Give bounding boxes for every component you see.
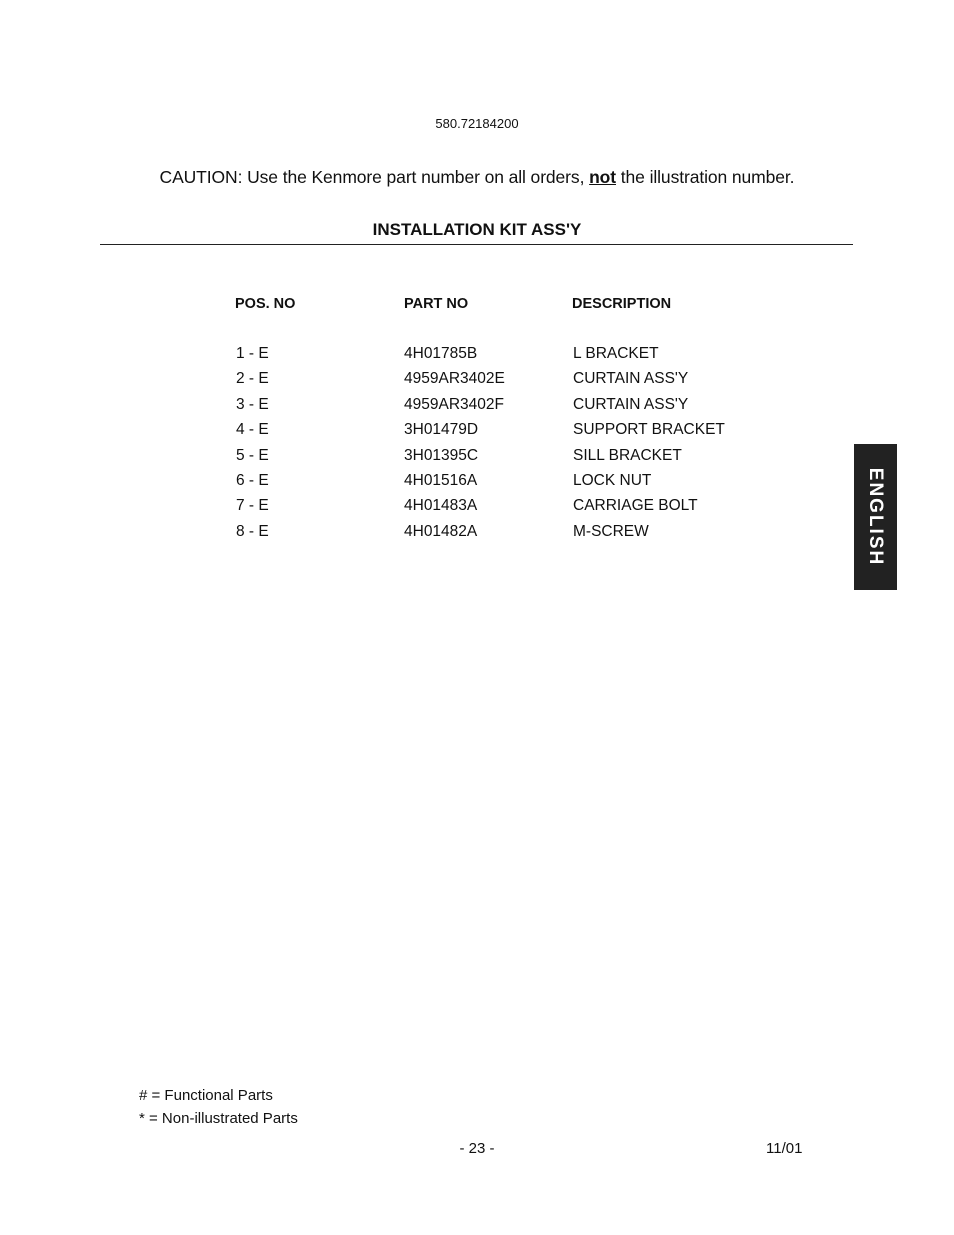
part-description: CARRIAGE BOLT <box>573 497 698 515</box>
part-number: 4H01785B <box>404 345 478 362</box>
column-header-description: DESCRIPTION <box>572 296 672 312</box>
revision-date: 11/01 <box>766 1140 803 1157</box>
caution-notice <box>0 167 954 188</box>
caution-text-after: the illustration number. <box>616 167 795 187</box>
part-description: SILL BRACKET <box>573 446 682 464</box>
table-row <box>0 396 954 421</box>
pos-number: 3 - E <box>236 395 269 413</box>
part-description: M-SCREW <box>573 522 649 540</box>
caution-emphasis: not <box>589 167 617 187</box>
table-row <box>0 370 954 395</box>
language-tab-label: ENGLISH <box>865 467 887 567</box>
page-number: - 23 - <box>459 1140 495 1157</box>
column-header-part: PART NO <box>404 296 469 312</box>
column-header-pos: POS. NO <box>235 296 296 312</box>
part-number: 4H01483A <box>404 497 478 515</box>
part-description: SUPPORT BRACKET <box>573 421 725 439</box>
pos-number: 8 - E <box>236 522 269 540</box>
table-row <box>0 345 954 370</box>
table-row <box>0 497 954 522</box>
pos-number: 4 - E <box>236 421 269 439</box>
part-number: 4959AR3402F <box>404 395 504 413</box>
caution-text-before: CAUTION: Use the Kenmore part number on all orders, <box>159 167 590 187</box>
pos-number: 7 - E <box>236 497 269 515</box>
table-row <box>0 421 954 446</box>
part-number: 4H01516A <box>404 471 478 489</box>
language-tab <box>854 444 897 590</box>
table-row <box>0 472 954 497</box>
section-title: INSTALLATION KIT ASS'Y <box>372 220 582 239</box>
note-non-illustrated: * = Non-illustrated Parts <box>139 1110 298 1127</box>
part-description: CURTAIN ASS'Y <box>573 370 689 388</box>
table-row <box>0 523 954 548</box>
note-functional: # = Functional Parts <box>139 1087 273 1104</box>
part-description: L BRACKET <box>573 345 659 362</box>
part-number: 4959AR3402E <box>404 370 505 388</box>
pos-number: 5 - E <box>236 446 269 464</box>
part-number: 3H01395C <box>404 446 479 464</box>
part-number: 3H01479D <box>404 421 479 439</box>
parts-table <box>0 345 954 548</box>
section-divider <box>100 244 853 245</box>
table-row <box>0 447 954 472</box>
pos-number: 2 - E <box>236 370 269 388</box>
part-description: LOCK NUT <box>573 471 652 489</box>
part-number: 4H01482A <box>404 522 478 540</box>
pos-number: 1 - E <box>236 345 269 362</box>
pos-number: 6 - E <box>236 471 269 489</box>
model-number: 580.72184200 <box>435 116 519 131</box>
part-description: CURTAIN ASS'Y <box>573 395 689 413</box>
legend-notes <box>139 1084 298 1130</box>
